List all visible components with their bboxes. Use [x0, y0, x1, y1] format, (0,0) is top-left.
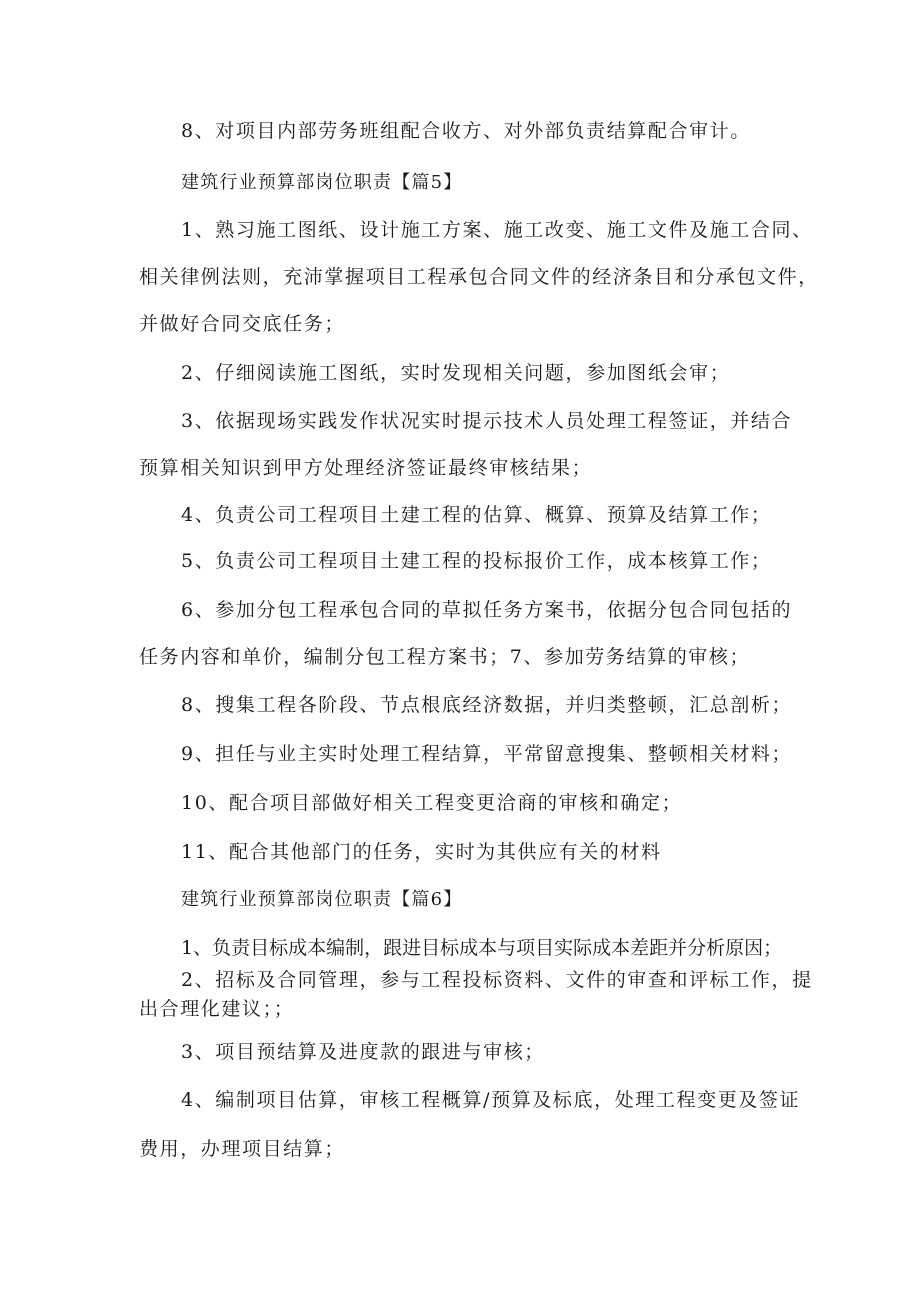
paragraph-line: 3、依据现场实践发作状况实时提示技术人员处理工程签证，并结合	[181, 410, 793, 432]
paragraph-line: 1、负责目标成本编制，跟进目标成本与项目实际成本差距并分析原因；	[181, 937, 783, 959]
paragraph-line: 并做好合同交底任务；	[139, 313, 346, 335]
paragraph-line: 8、对项目内部劳务班组配合收方、对外部负责结算配合审计。	[181, 120, 751, 142]
paragraph-line: 11、配合其他部门的任务，实时为其供应有关的材料	[181, 841, 662, 863]
paragraph-line: 相关律例法则，充沛掌握项目工程承包合同文件的经济条目和分承包文件，	[139, 266, 819, 288]
paragraph-line: 1、熟习施工图纸、设计施工方案、施工改变、施工文件及施工合同、	[181, 219, 813, 241]
paragraph-line: 2、仔细阅读施工图纸，实时发现相关问题，参加图纸会审；	[181, 362, 731, 384]
paragraph-line: 3、项目预结算及进度款的跟进与审核；	[181, 1041, 545, 1063]
paragraph-line: 4、编制项目估算，审核工程概算/预算及标底，处理工程变更及签证	[181, 1089, 801, 1111]
section-heading: 建筑行业预算部岗位职责【篇5】	[181, 172, 463, 193]
paragraph-line: 5、负责公司工程项目土建工程的投标报价工作，成本核算工作；	[181, 550, 772, 572]
paragraph-line: 2、招标及合同管理，参与工程投标资料、文件的审查和评标工作，提	[181, 969, 813, 991]
paragraph-line: 6、参加分包工程承包合同的草拟任务方案书，依据分包合同包括的	[181, 599, 793, 621]
paragraph-line: 9、担任与业主实时处理工程结算，平常留意搜集、整顿相关材料；	[181, 743, 793, 765]
paragraph-line: 出合理化建议；；	[139, 998, 295, 1020]
section-heading: 建筑行业预算部岗位职责【篇6】	[181, 889, 463, 910]
paragraph-line: 8、搜集工程各阶段、节点根底经济数据，并归类整顿，汇总剖析；	[181, 694, 793, 716]
paragraph-line: 10、配合项目部做好相关工程变更洽商的审核和确定；	[181, 792, 683, 814]
paragraph-line: 任务内容和单价，编制分包工程方案书；7、参加劳务结算的审核；	[139, 646, 751, 668]
paragraph-line: 费用，办理项目结算；	[139, 1138, 346, 1160]
paragraph-line: 预算相关知识到甲方处理经济签证最终审核结果；	[139, 457, 593, 479]
paragraph-line: 4、负责公司工程项目土建工程的估算、概算、预算及结算工作；	[181, 504, 772, 526]
